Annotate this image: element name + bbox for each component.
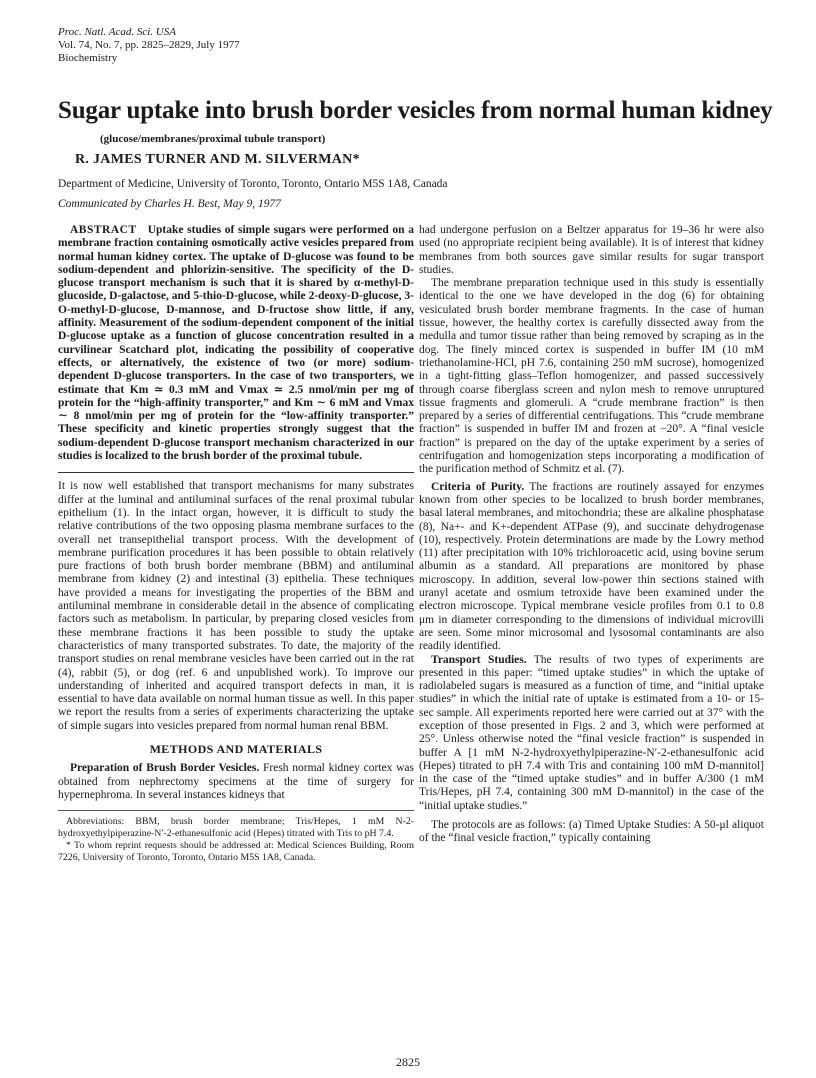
prep-paragraph — [58, 762, 414, 802]
communicated-by: Communicated by Charles H. Best, May 9, 1977 — [58, 198, 281, 210]
transport-text: The results of two types of experiments are presented in this paper: “timed uptake studies” in which the uptake of radiolabeled sugars is measured as a function of time, and “initial uptake studies” in which the initial rate of uptake is estimated from a 10- or 15-sec sample. All experiments reported here were carried out at 37° with the exception of those presented in Figs. 2 and 3, which were performed at 25°. Unless otherwise noted the “final vesicle fraction” is suspended in buffer A [1 mM N-2-hydroxyethylpiperazine-N′-2-ethanesulfonic acid (Hepes) titrated to pH 7.4 with Tris and containing 100 mM D-mannitol] in the case of the “timed uptake studies” and in buffer A/300 (1 mM Tris/Hepes, pH 7.4, containing 300 mM D-mannitol) in the case of the “initial uptake studies.” — [419, 653, 764, 812]
abstract-label: ABSTRACT — [70, 224, 137, 236]
purity-paragraph — [419, 481, 764, 654]
authors: R. JAMES TURNER AND M. SILVERMAN* — [75, 152, 360, 167]
paper-title: Sugar uptake into brush border vesicles from normal human kidney — [58, 97, 773, 124]
journal-issue: Vol. 74, No. 7, pp. 2825–2829, July 1977 — [58, 39, 240, 51]
journal-header — [58, 26, 240, 65]
right-paragraph-2: The membrane preparation technique used in this study is essentially identical to the one we have developed in the dog (6) for obtaining vesiculated brush border membrane fragments. In the case of human tissue, however, the healthy cortex is carefully dissected away from the medulla and tumor tissue rather than being removed by scraping as in the dog. The finely minced cortex is suspended in buffer IM (10 mM triethanolamine-HCl, pH 7.6, containing 250 mM sucrose), homogenized in a tight-fitting glass–Teflon homogenizer, and passed successively through coarse fiberglass screen and nylon mesh to remove unruptured tissue fragments and glomeruli. A “crude membrane fraction” is then prepared by a series of differential centrifugations. This “crude membrane fraction” is suspended in buffer IM and frozen at −20°. A “final vesicle fraction” is prepared on the day of the uptake experiment by a series of centrifugation and homogenization steps incorporating a modification of the purification method of Schmitz et al. (7). — [419, 277, 764, 476]
abstract-divider — [58, 472, 414, 473]
transport-paragraph — [419, 654, 764, 814]
affiliation: Department of Medicine, University of Toronto, Toronto, Ontario M5S 1A8, Canada — [58, 178, 448, 190]
footnotes — [58, 810, 414, 863]
prep-text: Fresh normal kidney cortex was obtained from nephrectomy specimens at the time of surgery for hypernephroma. In several instances kidneys that — [58, 762, 415, 801]
right-column — [419, 224, 764, 846]
page-number: 2825 — [396, 1055, 420, 1069]
purity-text: The fractions are routinely assayed for enzymes known from other species to be localized to brush border membranes, basal lateral membranes, and mitochondria; these are alkaline phosphatase (8), Na+- and K+-dependent ATPase (9), and succinate dehydrogenase (10), respectively. Protein determinations are made by the Lowry method (11) after precipitation with 10% trichloroacetic acid, using bovine serum albumin as a standard. All preparations are monitored by phase microscopy. In addition, several low-power thin sections stained with uranyl acetate and osmium tetroxide have been examined under the electron microscope. Typical membrane vesicle profiles from 0.1 to 0.8 μm in diameter corresponding to the dimensions of individual microvilli are seen. Some minor microsomal and lysosomal contaminants are also readily identified. — [419, 480, 764, 653]
journal-name: Proc. Natl. Acad. Sci. USA — [58, 26, 176, 38]
abstract-text: Uptake studies of simple sugars were performed on a membrane fraction containing osmotically active vesicles prepared from normal human kidney cortex. The uptake of D-glucose was found to be sodium-dependent and phlorizin-sensitive. The specificity of the D-glucose transport mechanism is such that it is shared by α-methyl-D-glucoside, D-galactose, and 5-thio-D-glucose, while 2-deoxy-D-glucose, 3-O-methyl-D-glucose, D-mannose, and D-fructose show little, if any, affinity. Measurement of the sodium-dependent component of the initial D-glucose uptake as a function of glucose concentration resulted in a curvilinear Scatchard plot, indicating the possibility of cooperative effects, or alternatively, the existence of two (or more) sodium-dependent D-glucose transporters. In the case of two transporters, we estimate that Km ≃ 0.3 mM and Vmax ≃ 2.5 nmol/min per mg of protein for the “high-affinity transporter,” and Km ∼ 6 mM and Vmax ∼ 8 nmol/min per mg of protein for the “low-affinity transporter.” These specificity and kinetic properties strongly suggest that the sodium-dependent D-glucose transport mechanism characterized in our studies is localized to the brush border of the proximal tubule. — [58, 224, 414, 463]
footnote-abbreviations: Abbreviations: BBM, brush border membrane; Tris/Hepes, 1 mM N-2-hydroxyethylpiperazine-N′-2-ethanesulfonic acid (Hepes) titrated with Tris to pH 7.4. — [58, 816, 414, 839]
left-column — [58, 224, 414, 865]
protocols-paragraph: The protocols are as follows: (a) Timed Uptake Studies: A 50-μl aliquot of the “final vesicle fraction,” typically containing — [419, 819, 764, 845]
transport-heading: Transport Studies. — [431, 653, 527, 666]
prep-heading: Preparation of Brush Border Vesicles. — [70, 762, 260, 775]
journal-section: Biochemistry — [58, 52, 118, 64]
intro-paragraph: It is now well established that transport mechanisms for many substrates differ at the luminal and antiluminal surfaces of the renal proximal tubular epithelium (1). In the intact organ, however, it is difficult to study the relative contributions of the two opposing plasma membrane surfaces to the overall net transepithelial transport process. With the development of membrane purification procedures it has been possible to obtain relatively pure fractions of both brush border membrane (BBM) and antiluminal membrane from kidney (2) and intestinal (3) epithelia. These techniques have provided a means for investigating the properties of the BBM and antiluminal membrane in considerable detail in the absence of complicating factors such as metabolism. In particular, by preparing closed vesicles from these membrane fractions it has been possible to study the uptake characteristics of many transported substrates. To date, the majority of the transport studies on renal membrane vesicles have been carried out in the rat (4), rabbit (5), or dog (ref. 6 and unpublished work). To improve our understanding of inherited and acquired transport defects in man, it is essential to have data available on normal human tissue as well. In this paper we report the results from a series of experiments characterizing the uptake of simple sugars into vesicles prepared from normal human renal BBM. — [58, 480, 414, 732]
right-paragraph-1: had undergone perfusion on a Beltzer apparatus for 19–36 hr were also used (no appropriate recipient being available). It is of interest that kidney membranes from both sources gave similar results for sugar transport studies. — [419, 224, 764, 276]
abstract — [58, 224, 414, 463]
methods-heading: METHODS AND MATERIALS — [149, 741, 323, 756]
purity-heading: Criteria of Purity. — [431, 480, 525, 493]
keywords: (glucose/membranes/proximal tubule transport) — [100, 133, 326, 145]
footnote-reprint: * To whom reprint requests should be addressed at: Medical Sciences Building, Room 7226, University of Toronto, Toronto, Ontario M5S 1A8, Canada. — [58, 840, 414, 863]
